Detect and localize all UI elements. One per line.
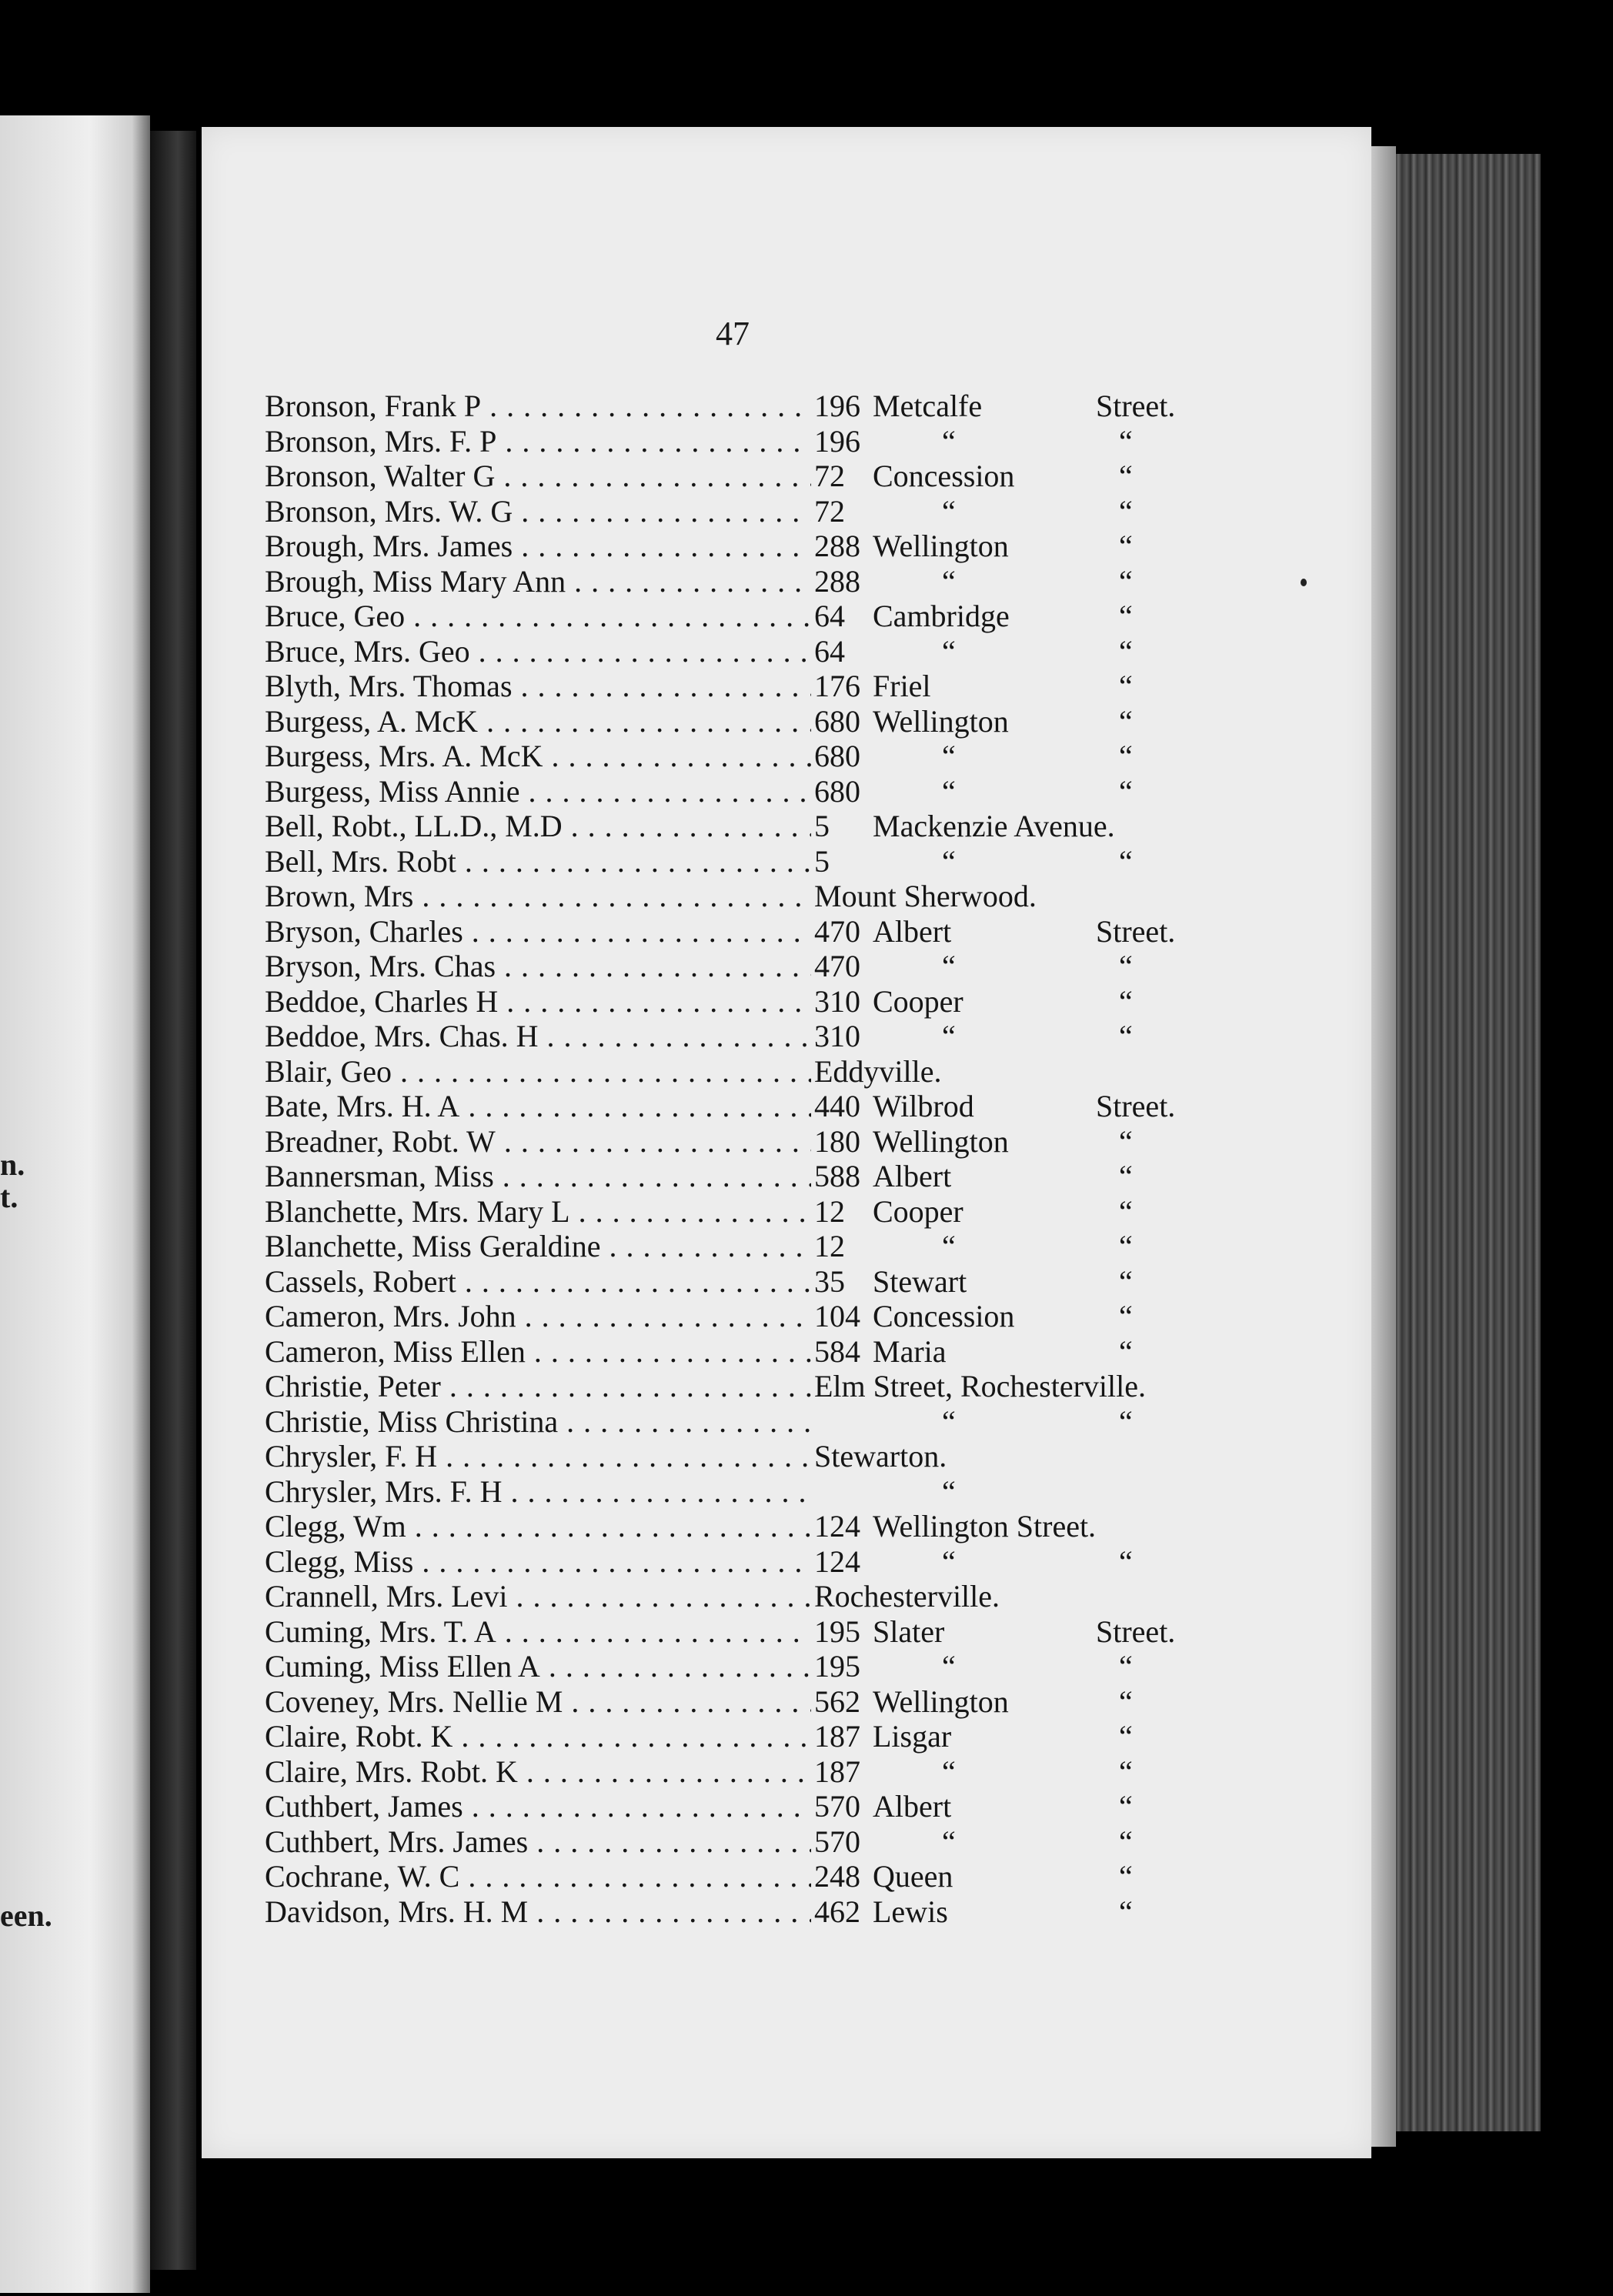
entry-number: 180 [811, 1124, 860, 1160]
entry-suffix: “ [1119, 1194, 1133, 1229]
entry-street: “ [942, 494, 956, 529]
entry-street: Lisgar [873, 1719, 952, 1754]
entry-locality: Stewarton. [811, 1439, 947, 1474]
directory-entry [265, 1369, 1234, 1404]
entry-suffix: “ [1119, 1159, 1133, 1193]
directory-entry [265, 879, 1234, 914]
entry-number: 570 [811, 1824, 860, 1860]
entry-street: “ [942, 1404, 956, 1439]
entry-suffix: “ [1119, 1754, 1133, 1789]
page-number: 47 [716, 315, 750, 352]
directory-entry [265, 1509, 1234, 1544]
entry-name: Cochrane, W. C . . . [265, 1859, 811, 1894]
entry-suffix: “ [1119, 459, 1133, 493]
entry-locality: Elm Street, Rochesterville. [811, 1369, 1146, 1404]
entry-street: Cambridge [873, 599, 1010, 633]
entry-number: 187 [811, 1719, 860, 1754]
entry-number: 196 [811, 389, 860, 424]
entry-suffix: “ [1119, 1824, 1133, 1859]
directory-entry [265, 529, 1234, 564]
entry-suffix: “ [1119, 1124, 1133, 1159]
entry-street: “ [942, 1229, 956, 1263]
entry-number: 124 [811, 1544, 860, 1580]
entry-name: Brough, Mrs. James . . . [265, 529, 811, 564]
entry-number: 470 [811, 914, 860, 949]
directory-entry [265, 1054, 1234, 1090]
entry-number: 196 [811, 424, 860, 459]
entry-suffix: “ [1119, 634, 1133, 669]
left-page-fragment: een. [0, 1898, 52, 1933]
entry-suffix: “ [1119, 704, 1133, 739]
entry-suffix: “ [1119, 1859, 1133, 1894]
entry-suffix: “ [1119, 1684, 1133, 1719]
directory-entry [265, 1089, 1234, 1124]
left-page-fragment: t. [0, 1180, 18, 1214]
entry-suffix: “ [1119, 599, 1133, 633]
entry-name: Bannersman, Miss . . . [265, 1159, 811, 1194]
entry-street: “ [942, 844, 956, 879]
entry-street: “ [942, 564, 956, 599]
directory-entry [265, 424, 1234, 459]
entry-suffix: “ [1119, 1719, 1133, 1754]
entry-suffix: “ [1119, 494, 1133, 529]
entry-suffix: “ [1119, 1404, 1133, 1439]
entry-street: “ [942, 739, 956, 773]
directory-entry [265, 844, 1234, 879]
entry-number: 64 [811, 634, 845, 669]
entry-suffix: “ [1119, 1544, 1133, 1579]
directory-entry [265, 1789, 1234, 1824]
entry-name: Bruce, Geo . . . [265, 599, 811, 634]
entry-number: 12 [811, 1229, 845, 1264]
entry-number: 570 [811, 1789, 860, 1824]
entry-name: Bronson, Mrs. W. G . . . [265, 494, 811, 529]
entry-name: Cameron, Mrs. John . . . [265, 1299, 811, 1334]
entry-number: 195 [811, 1614, 860, 1650]
entry-name: Clegg, Miss . . . [265, 1544, 811, 1580]
entry-number: 72 [811, 459, 845, 494]
entry-name: Claire, Mrs. Robt. K . . . [265, 1754, 811, 1790]
entry-locality: Rochesterville. [811, 1579, 1000, 1614]
entry-name: Bronson, Walter G . . . [265, 459, 811, 494]
directory-entry [265, 1719, 1234, 1754]
entry-street: Wellington [873, 1124, 1009, 1159]
entry-street: Albert [873, 1789, 952, 1824]
entry-number: 562 [811, 1684, 860, 1720]
entry-name: Christie, Miss Christina . . . [265, 1404, 811, 1440]
directory-entry [265, 1194, 1234, 1230]
entry-locality: Mount Sherwood. [811, 879, 1037, 914]
entry-name: Burgess, Miss Annie . . . [265, 774, 811, 809]
book-gutter [150, 131, 196, 2270]
directory-entry [265, 1894, 1234, 1930]
entry-name: Beddoe, Mrs. Chas. H . . . [265, 1019, 811, 1054]
entry-name: Blanchette, Mrs. Mary L . . . [265, 1194, 811, 1230]
entry-name: Bryson, Charles . . . [265, 914, 811, 949]
entry-street: Cooper [873, 1194, 963, 1229]
entry-number: 440 [811, 1089, 860, 1124]
entry-suffix: “ [1119, 1789, 1133, 1824]
entry-street: Albert [873, 914, 952, 949]
entry-name: Breadner, Robt. W . . . [265, 1124, 811, 1160]
entry-number: 64 [811, 599, 845, 634]
entry-suffix: “ [1119, 424, 1133, 459]
entry-number: 248 [811, 1859, 860, 1894]
entry-name: Davidson, Mrs. H. M . . . [265, 1894, 811, 1930]
entry-name: Clegg, Wm . . . [265, 1509, 811, 1544]
left-page-fragment: n. [0, 1147, 25, 1182]
entry-street: Maria [873, 1334, 947, 1369]
entry-street: Wellington Street. [873, 1509, 1097, 1543]
directory-entry [265, 1684, 1234, 1720]
entry-suffix: “ [1119, 1334, 1133, 1369]
directory-entry [265, 1649, 1234, 1684]
directory-entry [265, 1229, 1234, 1264]
entry-number: 310 [811, 984, 860, 1020]
entry-name: Cameron, Miss Ellen . . . [265, 1334, 811, 1370]
directory-entry [265, 459, 1234, 494]
entry-name: Blair, Geo . . . [265, 1054, 811, 1090]
entry-name: Bate, Mrs. H. A . . . [265, 1089, 811, 1124]
directory-entry [265, 1474, 1234, 1510]
directory-entry [265, 949, 1234, 984]
directory-entry [265, 1019, 1234, 1054]
entry-street: Wellington [873, 1684, 1009, 1719]
directory-entry [265, 634, 1234, 669]
directory-entry [265, 1614, 1234, 1650]
entry-street: Lewis [873, 1894, 948, 1929]
directory-entry [265, 564, 1234, 599]
entry-street: Albert [873, 1159, 952, 1193]
entry-street: “ [942, 1019, 956, 1053]
entry-locality: Eddyville. [811, 1054, 942, 1090]
entry-number: 584 [811, 1334, 860, 1370]
entry-name: Brown, Mrs . . . [265, 879, 811, 914]
entry-number: 176 [811, 669, 860, 704]
entry-name: Bryson, Mrs. Chas . . . [265, 949, 811, 984]
entry-street: “ [942, 1474, 956, 1509]
entry-name: Crannell, Mrs. Levi . . . [265, 1579, 811, 1614]
entry-number: 680 [811, 739, 860, 774]
entry-street: “ [942, 1754, 956, 1789]
entry-suffix: “ [1119, 1299, 1133, 1333]
entry-suffix: “ [1119, 1229, 1133, 1263]
entry-name: Christie, Peter . . . [265, 1369, 811, 1404]
entry-street: Mackenzie Avenue. [873, 809, 1115, 843]
entry-name: Cuthbert, James . . . [265, 1789, 811, 1824]
entry-street: Wilbrod [873, 1089, 974, 1123]
entry-number: 195 [811, 1649, 860, 1684]
entry-street: “ [942, 1824, 956, 1859]
entry-name: Bronson, Frank P . . . [265, 389, 811, 424]
directory-entry [265, 1159, 1234, 1194]
directory-entry [265, 1754, 1234, 1790]
page-edges [1371, 154, 1541, 2131]
entry-suffix: “ [1119, 529, 1133, 563]
entry-suffix: “ [1119, 1019, 1133, 1053]
entry-name: Chrysler, F. H . . . [265, 1439, 811, 1474]
directory-entry [265, 1299, 1234, 1334]
entry-suffix: Street. [1096, 1089, 1176, 1123]
entry-number: 72 [811, 494, 845, 529]
entry-name: Blanchette, Miss Geraldine . . . [265, 1229, 811, 1264]
entry-number: 462 [811, 1894, 860, 1930]
left-page [0, 115, 150, 2293]
directory-entry [265, 739, 1234, 774]
entry-street: Wellington [873, 529, 1009, 563]
entry-name: Coveney, Mrs. Nellie M . . . [265, 1684, 811, 1720]
entry-suffix: “ [1119, 949, 1133, 983]
entry-street: Concession [873, 459, 1015, 493]
entry-name: Bruce, Mrs. Geo . . . [265, 634, 811, 669]
entry-number: 5 [811, 809, 830, 844]
directory-entry [265, 809, 1234, 844]
entry-name: Cuming, Mrs. T. A . . . [265, 1614, 811, 1650]
entry-suffix: “ [1119, 844, 1133, 879]
entry-suffix: Street. [1096, 914, 1176, 949]
entry-name: Cuming, Miss Ellen A . . . [265, 1649, 811, 1684]
entry-street: Cooper [873, 984, 963, 1019]
entry-street: Wellington [873, 704, 1009, 739]
entry-street: Stewart [873, 1264, 967, 1299]
entry-street: “ [942, 424, 956, 459]
entry-number: 12 [811, 1194, 845, 1230]
directory-entry [265, 1124, 1234, 1160]
entry-name: Bronson, Mrs. F. P . . . [265, 424, 811, 459]
entry-number: 187 [811, 1754, 860, 1790]
entry-name: Chrysler, Mrs. F. H . . . [265, 1474, 811, 1510]
directory-entry [265, 1264, 1234, 1300]
entry-street: “ [942, 634, 956, 669]
entry-name: Burgess, Mrs. A. McK . . . [265, 739, 811, 774]
directory-entry [265, 1544, 1234, 1580]
directory-entry [265, 389, 1234, 424]
entry-number: 680 [811, 774, 860, 809]
entry-number: 288 [811, 564, 860, 599]
entry-number: 124 [811, 1509, 860, 1544]
entry-street: Friel [873, 669, 931, 703]
entry-street: “ [942, 1649, 956, 1684]
entry-street: Slater [873, 1614, 945, 1649]
entry-suffix: Street. [1096, 389, 1176, 423]
entry-suffix: “ [1119, 564, 1133, 599]
entry-number: 5 [811, 844, 830, 879]
directory-entry [265, 704, 1234, 739]
page-edge-light [1371, 146, 1396, 2147]
entry-name: Claire, Robt. K . . . [265, 1719, 811, 1754]
entry-suffix: “ [1119, 1649, 1133, 1684]
directory-entry [265, 494, 1234, 529]
entry-suffix: “ [1119, 774, 1133, 809]
ink-speck [1301, 579, 1307, 586]
entry-suffix: “ [1119, 1894, 1133, 1929]
entry-suffix: Street. [1096, 1614, 1176, 1649]
entry-name: Cuthbert, Mrs. James . . . [265, 1824, 811, 1860]
directory-entry [265, 1824, 1234, 1860]
directory-entry [265, 1579, 1234, 1614]
entry-number: 588 [811, 1159, 860, 1194]
directory-entry [265, 1859, 1234, 1894]
directory-entry [265, 1439, 1234, 1474]
entry-street: Concession [873, 1299, 1015, 1333]
entry-suffix: “ [1119, 739, 1133, 773]
entry-name: Cassels, Robert . . . [265, 1264, 811, 1300]
entry-street: “ [942, 949, 956, 983]
entry-name: Brough, Miss Mary Ann . . . [265, 564, 811, 599]
entry-suffix: “ [1119, 669, 1133, 703]
entry-name: Bell, Mrs. Robt . . . [265, 844, 811, 879]
entry-name: Blyth, Mrs. Thomas . . . [265, 669, 811, 704]
entry-name: Beddoe, Charles H . . . [265, 984, 811, 1020]
entry-number: 310 [811, 1019, 860, 1054]
entry-street: “ [942, 1544, 956, 1579]
entry-street: Queen [873, 1859, 953, 1894]
directory-entry [265, 599, 1234, 634]
directory-entry [265, 669, 1234, 704]
directory-entry [265, 914, 1234, 949]
directory-entry [265, 1334, 1234, 1370]
entry-number: 35 [811, 1264, 845, 1300]
entry-number: 470 [811, 949, 860, 984]
entry-number: 680 [811, 704, 860, 739]
directory-entry [265, 774, 1234, 809]
directory-entry [265, 984, 1234, 1020]
entry-name: Bell, Robt., LL.D., M.D . . . [265, 809, 811, 844]
entry-suffix: “ [1119, 1264, 1133, 1299]
directory-entry [265, 1404, 1234, 1440]
entry-number: 288 [811, 529, 860, 564]
entry-street: “ [942, 774, 956, 809]
entry-number: 104 [811, 1299, 860, 1334]
entry-suffix: “ [1119, 984, 1133, 1019]
entry-name: Burgess, A. McK . . . [265, 704, 811, 739]
entry-street: Metcalfe [873, 389, 983, 423]
